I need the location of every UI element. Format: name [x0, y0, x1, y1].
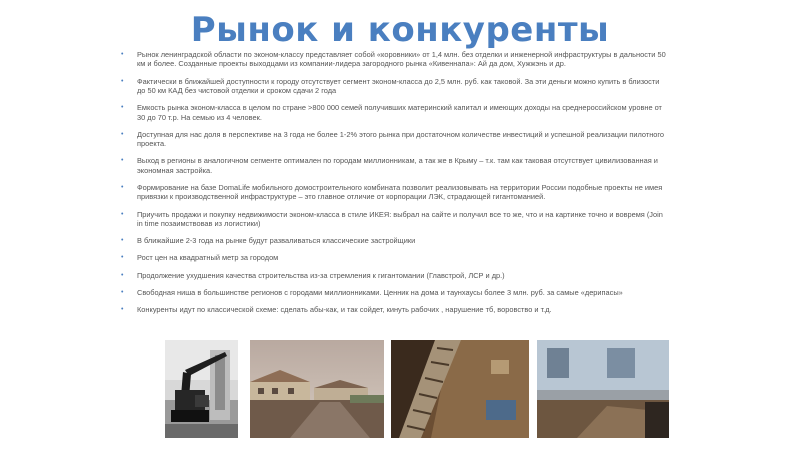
houses-road-photo	[250, 340, 384, 438]
bullet-text: Приучить продажи и покупку недвижимости эконом-класса в стиле ИКЕЯ: выбрал на сайте и получил все то же, что и на картинке точно и вовремя (Join in time позаимствовав из логистики)	[137, 209, 663, 229]
bullet-icon: •	[121, 210, 124, 218]
bullet-icon: •	[121, 51, 124, 58]
bullet-text: Свободная ниша в большинстве регионов с городами миллионниками. Ценник на дома и таунхаусы более 3 млн. руб. за самые «дерипасы»	[137, 287, 623, 297]
bullet-icon: •	[121, 184, 124, 192]
bullet-icon: •	[121, 288, 124, 296]
excavator-photo	[165, 340, 238, 438]
bullet-icon: •	[121, 271, 124, 279]
construction-site-photo	[391, 340, 529, 438]
bullet-icon: •	[121, 130, 124, 138]
bullet-icon: •	[121, 237, 124, 245]
bullet-icon: •	[121, 77, 124, 85]
bullet-icon: •	[121, 254, 124, 262]
bullet-text: Выход в регионы в аналогичном сегменте оптимален по городам миллионникам, а так же в Крыму – т.к. там как таковая отсутствует цивилизованная и экономная застройка.	[137, 156, 658, 175]
bullet-icon: •	[121, 104, 124, 112]
bullet-text: Конкуренты идут по классической схеме: сделать абы-как, и так сойдет, кинуть рабочих , нарушение тб, воровство и т.д.	[137, 305, 552, 315]
bullet-text: Фактически в ближайшей доступности к городу отсутствует сегмент эконом-класса до 2,5 млн. руб. как таковой. За эти деньги можно купить в близости до 50 км КАД без чистовой отделки и сроком сдачи 2 года	[137, 76, 660, 96]
bullet-text: Рынок ленинградской области по эконом-классу представляет собой «коровники» от 1,4 млн. без отделки и инженерной инфраструктуры в дальности 50 км и более. Созданные проекты выходцами из компании-лидера загородного рынка «Кивеннапа»: Ай да дом, Хужжэнь и др.	[137, 50, 666, 69]
bullet-icon: •	[121, 306, 124, 314]
bullet-icon: •	[121, 157, 124, 165]
bullet-text: Емкость рынка эконом-класса в целом по стране >800 000 семей получивших материнский капитал и имеющих доходы на среднероссийском уровне от 30 до 70 т.р. На семью из 4 человек.	[137, 103, 662, 122]
bullet-text: Доступная для нас доля в перспективе на 3 года не более 1-2% этого рынка при достаточном количестве инвестиций и успешной реализации пилотного проекта.	[137, 129, 665, 149]
slide-title: Рынок и конкуренты	[190, 10, 610, 50]
bullet-text: Рост цен на квадратный метр за городом	[137, 253, 279, 263]
bullet-text: Формирование на базе DomaLife мобильного домостроительного комбината позволит реализовывать на территории России подобные проекты не имея привязки к производственной инфраструктуре – это главное отличие от корпорации ЛЭК, страдающей гигантоманией.	[137, 183, 663, 202]
house-wall-photo	[537, 340, 669, 438]
bullet-text: Продолжение ухудшения качества строительства из-за стремления к гигантомании (Главстрой, ЛСР и др.)	[137, 270, 505, 280]
bullet-text: В ближайшие 2-3 года на рынке будут разваливаться классические застройщики	[137, 236, 416, 246]
